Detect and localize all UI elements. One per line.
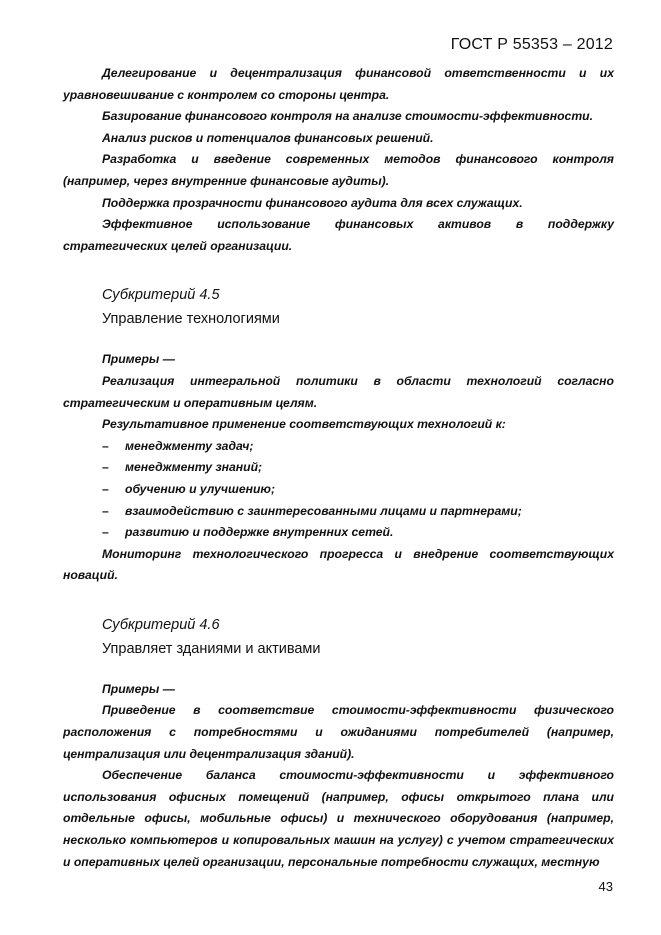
- list-item: [63, 479, 614, 501]
- list-item-text: менеджменту знаний;: [125, 460, 263, 475]
- list-item-text: обучению и улучшению;: [125, 481, 276, 496]
- subcriterion-4-6-heading: Субкритерий 4.6: [102, 616, 220, 633]
- dash-marker: –: [102, 525, 109, 540]
- list-item: [63, 457, 614, 479]
- paragraph-financial-assets: Эффективное использование финансовых активов в поддержку стратегических целей организации.: [63, 217, 614, 253]
- list-item: [63, 501, 614, 523]
- page-number: 43: [598, 879, 613, 894]
- subcriterion-4-6-title: Управляет зданиями и активами: [102, 640, 321, 657]
- dash-marker: –: [102, 503, 109, 518]
- paragraph-risk-analysis: Анализ рисков и потенциалов финансовых решений.: [102, 130, 434, 145]
- paragraph-technology-policy: Реализация интегральной политики в области технологий согласно стратегическим и оперативным целям.: [63, 373, 614, 410]
- subcriterion-4-5-title: Управление технологиями: [102, 311, 280, 328]
- paragraph-delegation: Делегирование и децентрализация финансовой ответственности и их уравновешивание с контролем со стороны центра.: [63, 66, 614, 102]
- paragraph-office-balance: Обеспечение баланса стоимости-эффективности и эффективного использования офисных помещений (например, офисы открытого плана или отдельные офисы, мобильные офисы) и технического оборудования (например, несколько компьютеров и копировальных машин на услугу) с учетом стратегических и оперативных целей организации, персональные потребности служащих, местную: [63, 768, 614, 869]
- paragraph-financial-control: Разработка и введение современных методов финансового контроля (например, через внутренние финансовые аудиты).: [63, 152, 614, 188]
- examples-label-4-5: Примеры —: [102, 352, 175, 367]
- paragraph-technology-application: Результативное применение соответствующих технологий к:: [102, 417, 506, 432]
- dash-marker: –: [102, 481, 109, 496]
- page-content: [63, 63, 614, 873]
- dash-marker: –: [102, 438, 109, 453]
- list-item-text: развитию и поддержке внутренних сетей.: [125, 525, 394, 540]
- examples-label-4-6: Примеры —: [102, 681, 175, 696]
- list-item-text: менеджменту задач;: [125, 438, 254, 453]
- dash-marker: –: [102, 460, 109, 475]
- paragraph-technology-monitoring: Мониторинг технологического прогресса и внедрение соответствующих новаций.: [63, 546, 614, 583]
- list-item: [63, 436, 614, 458]
- document-header: ГОСТ Р 55353 – 2012: [450, 36, 613, 53]
- paragraph-physical-location: Приведение в соответствие стоимости-эффективности физического расположения с потребностями и ожиданиями потребителей (например, централизация или децентрализация зданий).: [63, 703, 614, 761]
- paragraph-transparency: Поддержка прозрачности финансового аудита для всех служащих.: [102, 195, 523, 210]
- paragraph-cost-effectiveness: Базирование финансового контроля на анализе стоимости-эффективности.: [102, 109, 593, 124]
- subcriterion-4-5-heading: Субкритерий 4.5: [102, 287, 220, 304]
- list-item: [63, 522, 614, 544]
- list-item-text: взаимодействию с заинтересованными лицами и партнерами;: [125, 503, 522, 518]
